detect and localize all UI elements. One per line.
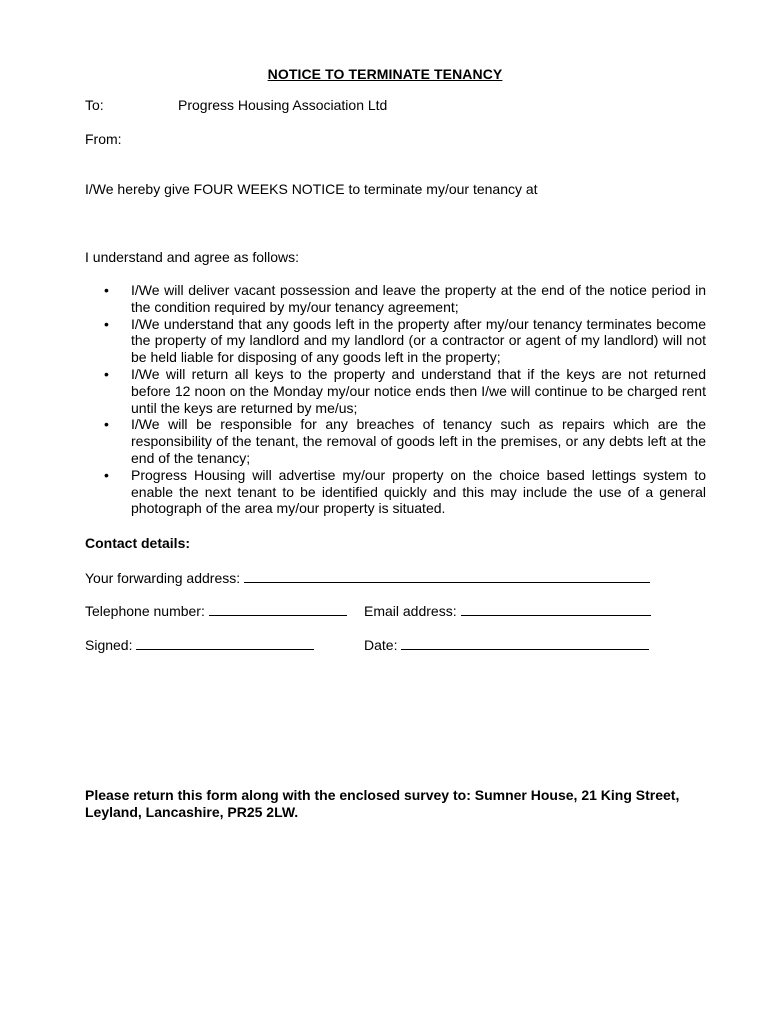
date-label: Date: bbox=[364, 637, 398, 653]
list-item bbox=[104, 316, 706, 366]
terms-list bbox=[104, 282, 706, 517]
contact-details-heading: Contact details: bbox=[85, 535, 191, 551]
list-item bbox=[104, 467, 706, 517]
email-input-line[interactable] bbox=[461, 601, 651, 616]
list-item bbox=[104, 366, 706, 416]
bullet-icon: • bbox=[104, 282, 109, 298]
email-label: Email address: bbox=[364, 603, 457, 619]
date-field bbox=[364, 635, 649, 653]
telephone-label: Telephone number: bbox=[85, 603, 205, 619]
bullet-icon: • bbox=[104, 315, 109, 332]
document-title: NOTICE TO TERMINATE TENANCY bbox=[267, 66, 503, 82]
to-recipient: Progress Housing Association Ltd bbox=[178, 97, 388, 113]
agreement-heading: I understand and agree as follows: bbox=[85, 249, 300, 265]
email-field bbox=[364, 601, 651, 619]
telephone-field bbox=[85, 601, 347, 619]
signature-input-line[interactable] bbox=[136, 635, 314, 650]
signed-label: Signed: bbox=[85, 637, 133, 653]
term-text: Progress Housing will advertise my/our property on the choice based lettings system to enable the next tenant to be identified quickly and this may include the use of a general photograph of the area my/our property is situated. bbox=[131, 466, 706, 517]
date-input-line[interactable] bbox=[401, 635, 649, 650]
list-item bbox=[104, 416, 706, 466]
signature-field bbox=[85, 635, 314, 653]
bullet-icon: • bbox=[104, 365, 109, 382]
to-label: To: bbox=[85, 97, 104, 113]
list-item bbox=[104, 282, 706, 316]
term-text: I/We will deliver vacant possession and leave the property at the end of the notice period in the condition required by my/our tenancy agreement; bbox=[131, 282, 706, 315]
term-text: I/We will be responsible for any breaches of tenancy such as repairs which are the responsibility of the tenant, the removal of goods left in the premises, or any debts left at the end of the tenancy; bbox=[131, 416, 706, 466]
bullet-icon: • bbox=[104, 466, 109, 483]
notice-statement: I/We hereby give FOUR WEEKS NOTICE to terminate my/our tenancy at bbox=[85, 181, 538, 197]
from-label: From: bbox=[85, 131, 122, 147]
bullet-icon: • bbox=[104, 416, 109, 433]
forwarding-address-label: Your forwarding address: bbox=[85, 570, 241, 586]
return-instructions: Please return this form along with the enclosed survey to: Sumner House, 21 King Street, Leyland, Lancashire, PR25 2LW. bbox=[85, 787, 680, 820]
forwarding-address-input-line[interactable] bbox=[244, 568, 650, 583]
forwarding-address-field bbox=[85, 568, 650, 586]
telephone-input-line[interactable] bbox=[209, 601, 347, 616]
term-text: I/We will return all keys to the property and understand that if the keys are not returned before 12 noon on the Monday my/our notice ends then I/we will continue to be charged rent until the keys are returned by me/us; bbox=[131, 365, 706, 416]
term-text: I/We understand that any goods left in the property after my/our tenancy terminates become the property of my landlord and my landlord (or a contractor or agent of my landlord) will not be held liable for disposing of any goods left in the property; bbox=[131, 315, 706, 366]
